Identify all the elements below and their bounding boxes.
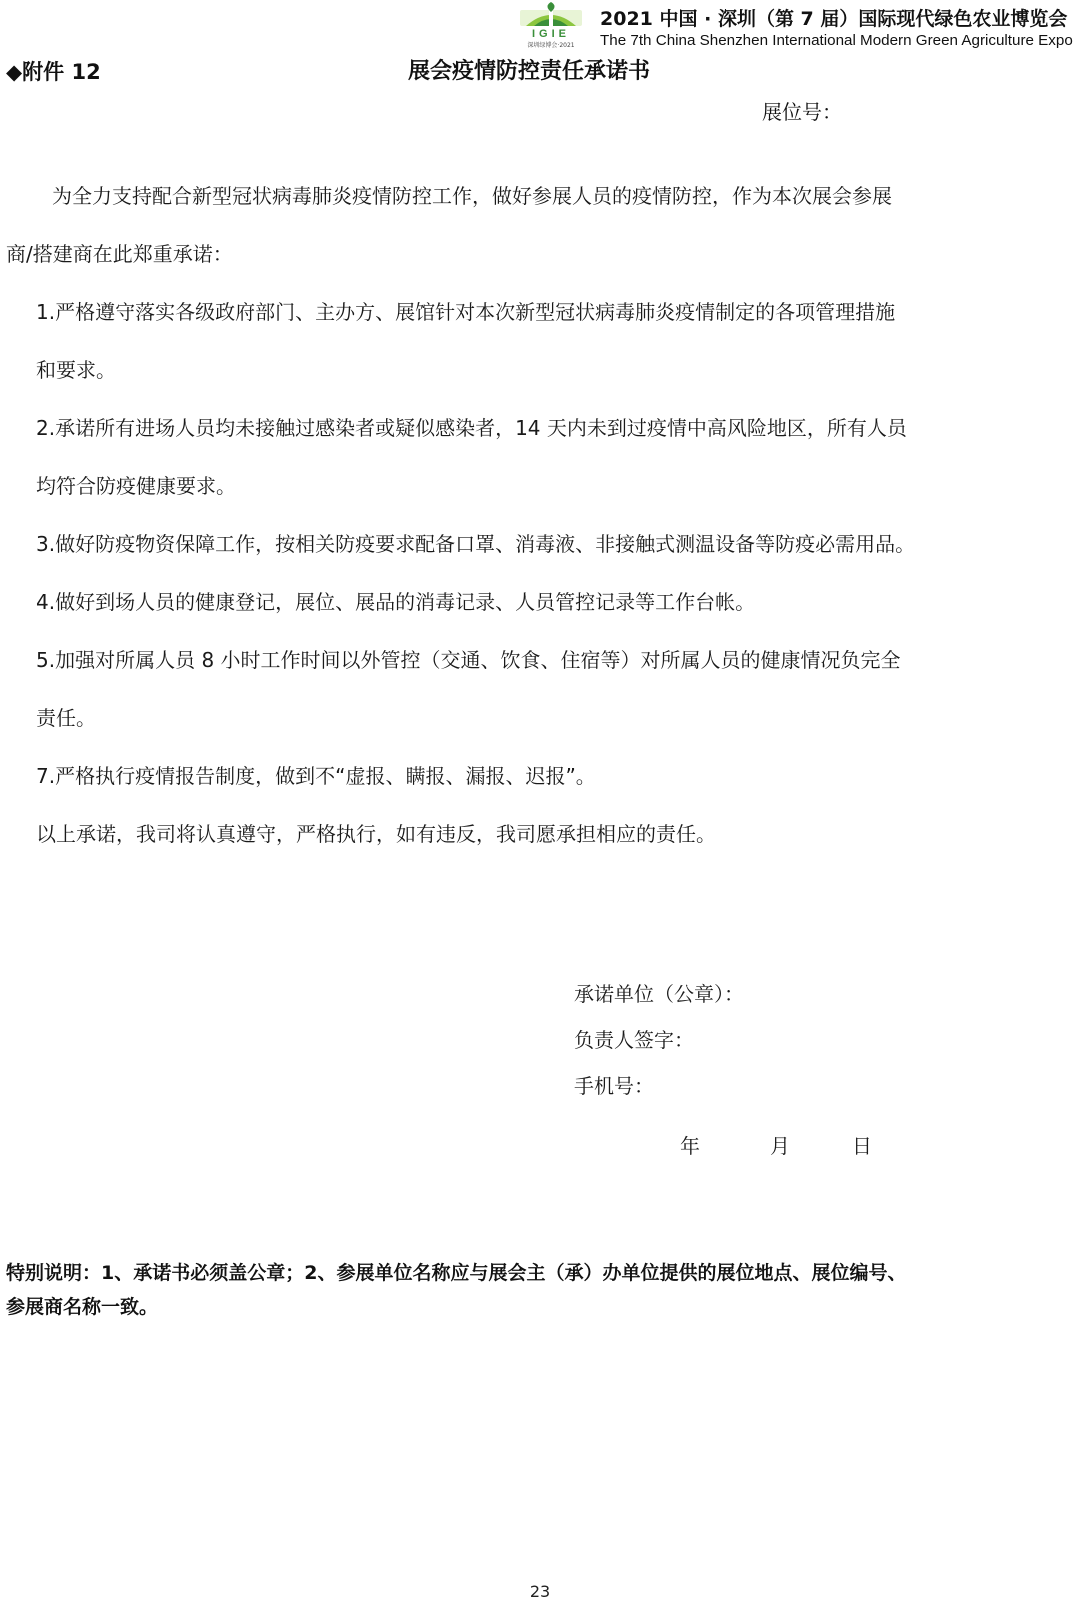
logo-subtext: 深圳绿博会·2021: [527, 42, 575, 49]
booth-number-label: 展位号：: [762, 100, 842, 124]
date-month-label: 月: [770, 1134, 790, 1158]
header-title-en: The 7th China Shenzhen International Modern Green Agriculture Expo: [600, 32, 1073, 49]
intro-line-1: 为全力支持配合新型冠状病毒肺炎疫情防控工作，做好参展人员的疫情防控，作为本次展会参展: [52, 184, 892, 208]
commitment-item-2-cont: 均符合防疫健康要求。: [36, 474, 236, 498]
commitment-item-5-cont: 责任。: [36, 706, 96, 730]
attachment-label: ◆附件 12: [6, 60, 101, 84]
leaf-book-icon: [512, 0, 590, 30]
commitment-item-3: 3.做好防疫物资保障工作，按相关防疫要求配备口罩、消毒液、非接触式测温设备等防疫必需用品。: [36, 532, 916, 556]
commitment-item-5: 5.加强对所属人员 8 小时工作时间以外管控（交通、饮食、住宿等）对所属人员的健康情况负完全: [36, 648, 901, 672]
special-note-line-1: 特别说明：1、承诺书必须盖公章；2、参展单位名称应与展会主（承）办单位提供的展位地点、展位编号、: [6, 1262, 907, 1284]
date-year-label: 年: [680, 1134, 700, 1158]
header-title-cn: 2021 中国 · 深圳（第 7 届）国际现代绿色农业博览会: [600, 8, 1068, 30]
special-note-line-2: 参展商名称一致。: [6, 1296, 159, 1318]
commitment-item-4: 4.做好到场人员的健康登记，展位、展品的消毒记录、人员管控记录等工作台帐。: [36, 590, 756, 614]
expo-logo: [512, 0, 590, 48]
logo-wordmark: IGIE: [531, 28, 570, 40]
closing-statement: 以上承诺，我司将认真遵守，严格执行，如有违反，我司愿承担相应的责任。: [36, 822, 716, 846]
commitment-item-2: 2.承诺所有进场人员均未接触过感染者或疑似感染者，14 天内未到过疫情中高风险地区，所有人员: [36, 416, 907, 440]
promising-unit-label: 承诺单位（公章）：: [574, 982, 744, 1006]
page-number: 23: [529, 1582, 551, 1601]
intro-line-2: 商/搭建商在此郑重承诺：: [6, 242, 233, 266]
commitment-item-7: 7.严格执行疫情报告制度，做到不“虚报、瞒报、漏报、迟报”。: [36, 764, 596, 788]
commitment-item-1-cont: 和要求。: [36, 358, 116, 382]
commitment-item-1: 1.严格遵守落实各级政府部门、主办方、展馆针对本次新型冠状病毒肺炎疫情制定的各项管理措施: [36, 300, 896, 324]
responsible-person-label: 负责人签字：: [574, 1028, 694, 1052]
document-title: 展会疫情防控责任承诺书: [408, 59, 651, 84]
date-day-label: 日: [852, 1134, 872, 1158]
phone-label: 手机号：: [574, 1074, 654, 1098]
